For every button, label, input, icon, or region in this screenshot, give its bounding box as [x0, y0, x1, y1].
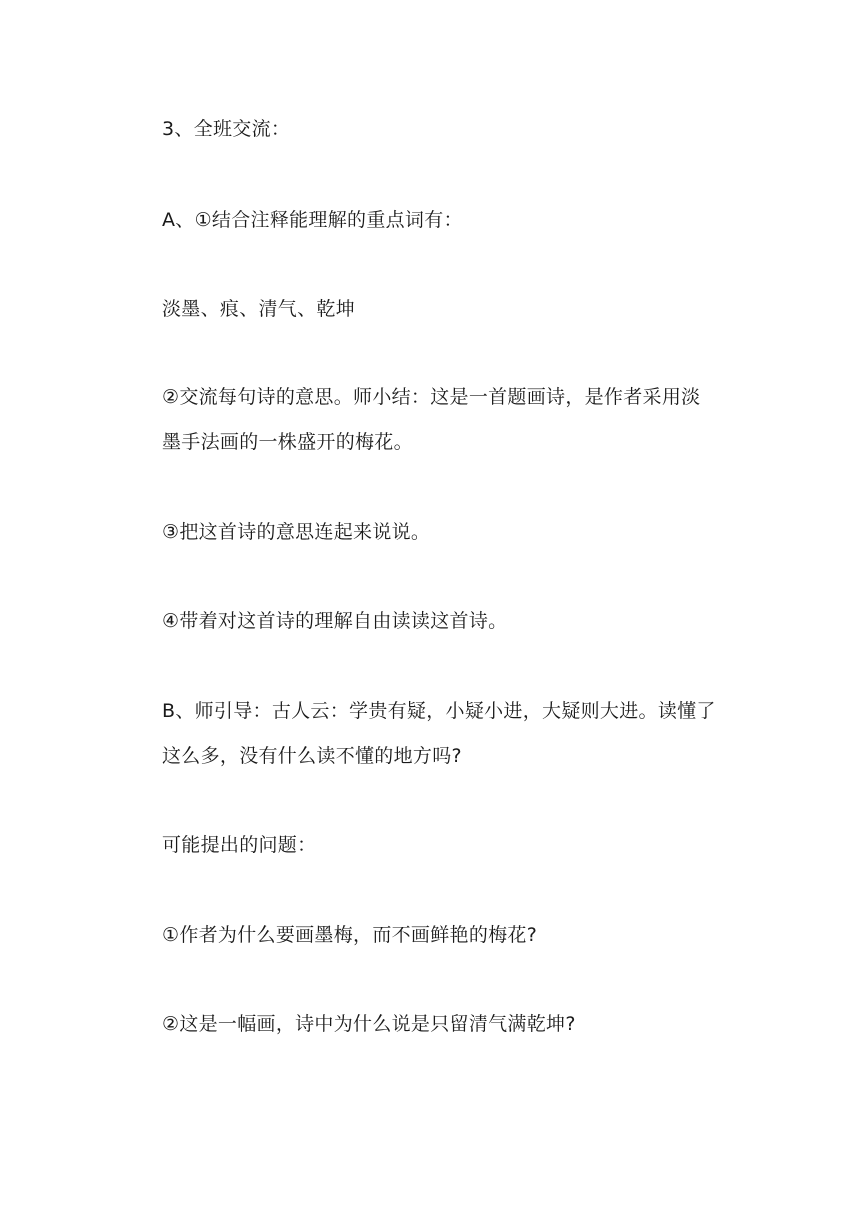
- paragraph-keywords: 淡墨、痕、清气、乾坤: [162, 298, 356, 320]
- section-heading: 3、全班交流：: [162, 118, 291, 140]
- paragraph-questions-intro: 可能提出的问题：: [162, 834, 317, 856]
- paragraph-teacher-guide-line2: 这么多，没有什么读不懂的地方吗?: [162, 745, 462, 767]
- paragraph-keywords-intro: A、①结合注释能理解的重点词有：: [162, 209, 463, 231]
- paragraph-connect: ③把这首诗的意思连起来说说。: [162, 521, 431, 543]
- paragraph-summary-line2: 墨手法画的一株盛开的梅花。: [162, 431, 413, 453]
- paragraph-summary-line1: ②交流每句诗的意思。师小结：这是一首题画诗，是作者采用淡: [162, 386, 701, 408]
- paragraph-read-freely: ④带着对这首诗的理解自由读读这首诗。: [162, 610, 508, 632]
- paragraph-question-1: ①作者为什么要画墨梅，而不画鲜艳的梅花?: [162, 924, 538, 946]
- paragraph-teacher-guide-line1: B、师引导：古人云：学贵有疑，小疑小进，大疑则大进。读懂了: [162, 700, 716, 722]
- paragraph-question-2: ②这是一幅画，诗中为什么说是只留清气满乾坤?: [162, 1013, 576, 1035]
